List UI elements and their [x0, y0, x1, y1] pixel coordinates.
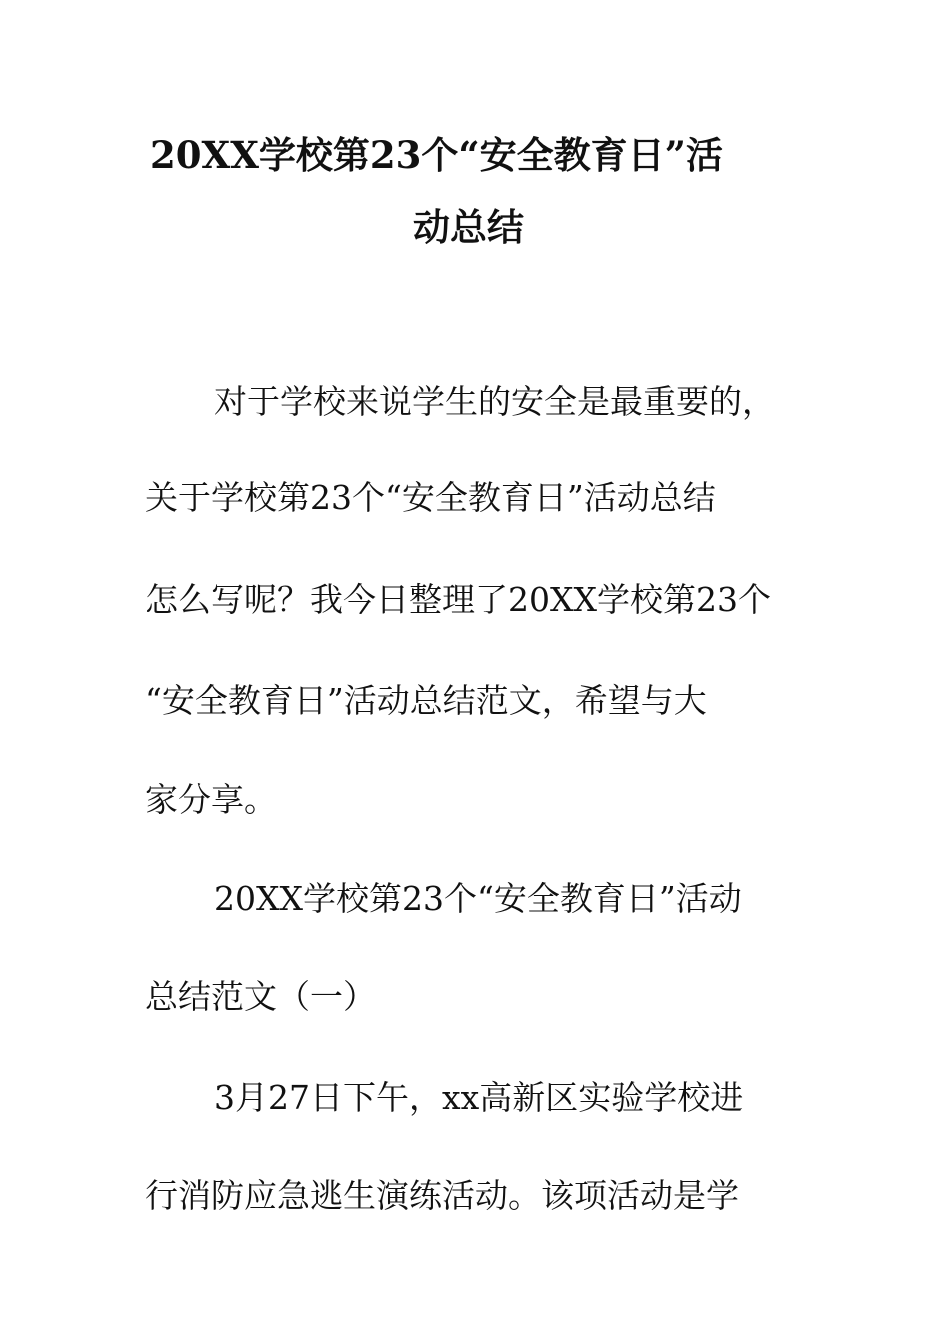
- section-heading-line-2: 总结范文（一）: [145, 977, 376, 1016]
- paragraph-1-line-1: 对于学校来说学生的安全是最重要的，: [214, 382, 775, 421]
- paragraph-2-line-2: 行消防应急逃生演练活动。该项活动是学: [145, 1176, 739, 1215]
- paragraph-1-line-4: “安全教育日”活动总结范文，希望与大: [145, 681, 707, 720]
- document-title-line-2: 动总结: [413, 205, 524, 249]
- paragraph-1-line-5: 家分享。: [145, 780, 277, 819]
- paragraph-1-line-3: 怎么写呢？我今日整理了20XX学校第23个: [145, 580, 771, 619]
- section-heading-line-1: 20XX学校第23个“安全教育日”活动: [214, 879, 742, 918]
- paragraph-1-line-2: 关于学校第23个“安全教育日”活动总结: [145, 478, 716, 517]
- paragraph-2-line-1: 3月27日下午，xx高新区实验学校进: [214, 1078, 744, 1117]
- document-title-line-1: 20XX学校第23个“安全教育日”活: [150, 133, 723, 177]
